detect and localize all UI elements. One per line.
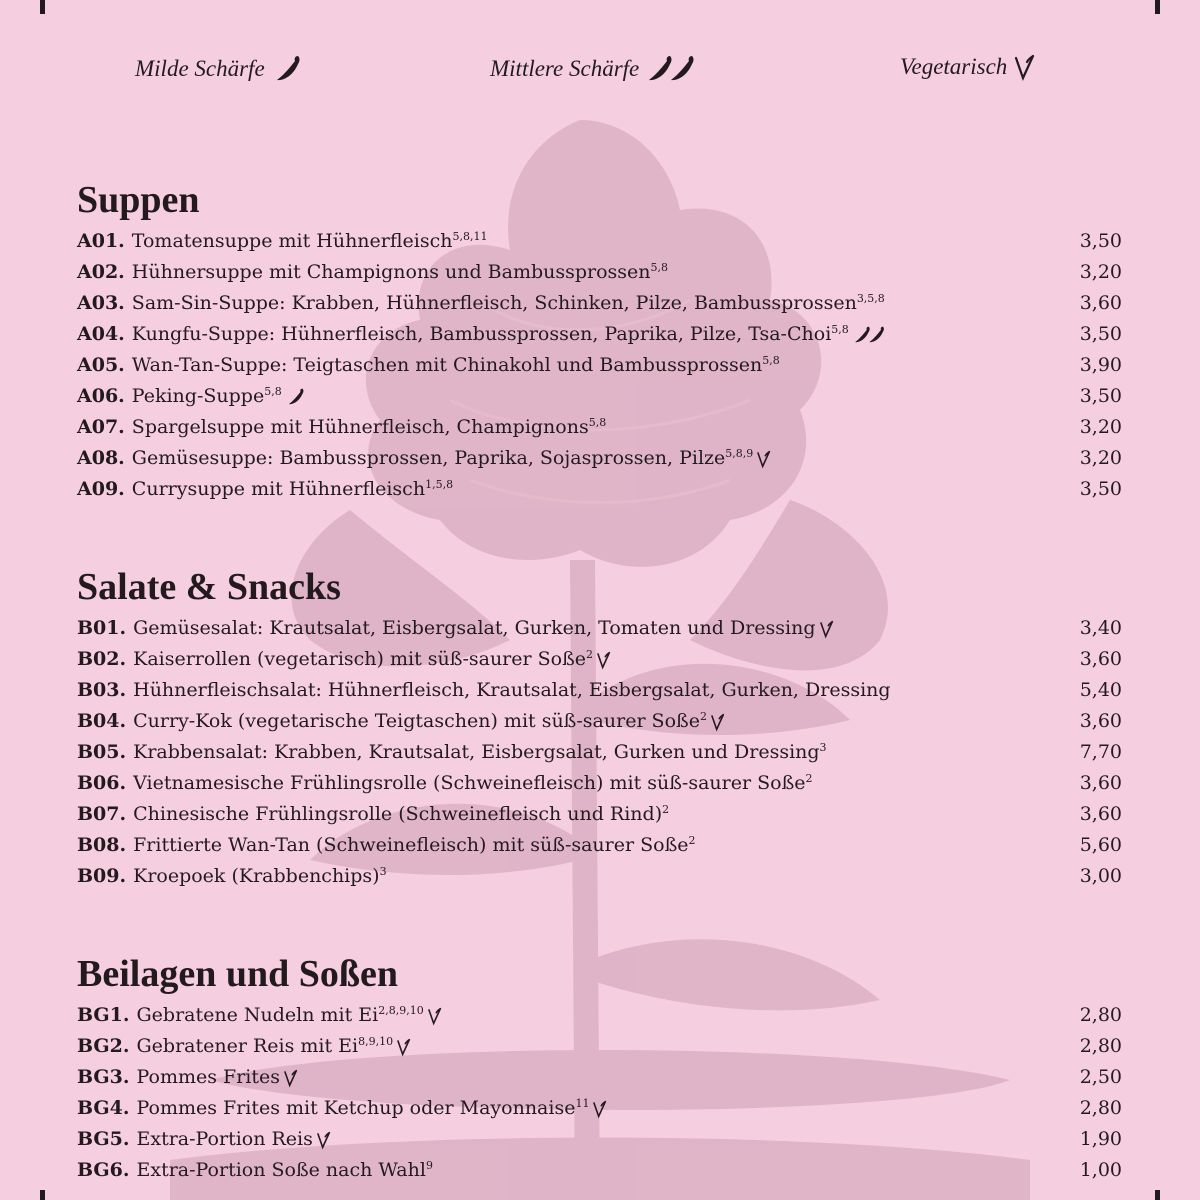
item-name: Kungfu-Suppe: Hühnerfleisch, Bambussprossen, Paprika, Pilze, Tsa-Choi xyxy=(131,323,832,345)
item-name: Tomatensuppe mit Hühnerfleisch xyxy=(131,230,453,252)
item-price: 2,50 xyxy=(1079,1066,1122,1088)
vegetarian-v-icon xyxy=(427,1006,443,1026)
corner-mark-top-left xyxy=(40,0,45,14)
item-price: 3,90 xyxy=(1079,354,1122,376)
legend-vegetarian-label: Vegetarisch xyxy=(900,54,1008,79)
item-name: Extra-Portion Reis xyxy=(136,1128,313,1150)
item-name: Gebratener Reis mit Ei xyxy=(136,1035,359,1057)
item-code: B04. xyxy=(77,710,127,732)
double-chili-icon xyxy=(852,324,888,346)
menu-item-row xyxy=(77,1124,1122,1155)
vegetarian-v-icon xyxy=(819,619,835,639)
item-price: 3,60 xyxy=(1079,648,1122,670)
legend-mild-label: Milde Schärfe xyxy=(135,56,265,81)
item-price: 3,00 xyxy=(1079,865,1122,887)
item-name: Gebratene Nudeln mit Ei xyxy=(136,1004,379,1026)
legend-vegetarian xyxy=(900,52,1037,82)
menu-item-row xyxy=(77,381,1122,412)
vegetarian-v-icon xyxy=(1013,52,1037,82)
legend-medium xyxy=(490,52,699,86)
item-code: A09. xyxy=(77,478,125,500)
menu-item-row xyxy=(77,830,1122,861)
item-additive-notes: 5,8 xyxy=(588,416,607,429)
vegetarian-v-icon xyxy=(596,650,612,670)
item-code: A06. xyxy=(77,385,125,407)
item-code: B03. xyxy=(77,679,127,701)
menu-item-list xyxy=(77,1000,1122,1186)
item-name: Extra-Portion Soße nach Wahl xyxy=(136,1159,426,1181)
item-code: B07. xyxy=(77,803,127,825)
item-code: A08. xyxy=(77,447,125,469)
menu-item-row xyxy=(77,737,1122,768)
item-name: Krabbensalat: Krabben, Krautsalat, Eisbergsalat, Gurken und Dressing xyxy=(133,741,820,763)
item-price: 1,00 xyxy=(1079,1159,1122,1181)
double-chili-icon xyxy=(645,52,699,86)
item-code: B05. xyxy=(77,741,127,763)
menu-item-row xyxy=(77,861,1122,892)
menu-item-row xyxy=(77,644,1122,675)
item-additive-notes: 5,8 xyxy=(264,385,282,398)
menu-item-row xyxy=(77,350,1122,381)
item-code: BG5. xyxy=(77,1128,130,1150)
menu-item-row xyxy=(77,1155,1122,1186)
item-code: A01. xyxy=(77,230,125,252)
section-beilagen-sossen xyxy=(77,948,1122,1186)
menu-item-row xyxy=(77,1093,1122,1124)
item-name: Frittierte Wan-Tan (Schweinefleisch) mit süß-saurer Soße xyxy=(133,834,689,856)
item-additive-notes: 2,8,9,10 xyxy=(378,1004,424,1017)
item-name: Peking-Suppe xyxy=(131,385,265,407)
section-title: Suppen xyxy=(77,179,200,221)
item-code: BG1. xyxy=(77,1004,130,1026)
vegetarian-v-icon xyxy=(396,1037,412,1057)
item-price: 3,20 xyxy=(1079,447,1122,469)
item-code: BG3. xyxy=(77,1066,130,1088)
item-price: 3,50 xyxy=(1079,230,1122,252)
legend-medium-label: Mittlere Schärfe xyxy=(490,56,640,81)
menu-item-row xyxy=(77,319,1122,350)
item-additive-notes: 5,8 xyxy=(650,261,669,274)
legend-mild xyxy=(135,52,305,86)
item-additive-notes: 11 xyxy=(575,1097,590,1110)
item-price: 3,50 xyxy=(1079,478,1122,500)
item-additive-notes: 2 xyxy=(699,710,707,723)
item-name: Kroepoek (Krabbenchips) xyxy=(133,865,380,887)
vegetarian-v-icon xyxy=(316,1130,332,1150)
item-price: 7,70 xyxy=(1079,741,1122,763)
menu-item-row xyxy=(77,1031,1122,1062)
item-price: 3,60 xyxy=(1079,292,1122,314)
item-price: 3,60 xyxy=(1079,710,1122,732)
item-code: BG2. xyxy=(77,1035,130,1057)
menu-item-row xyxy=(77,706,1122,737)
item-price: 3,40 xyxy=(1079,617,1122,639)
corner-mark-bottom-left xyxy=(40,1190,45,1200)
item-name: Chinesische Frühlingsrolle (Schweinefleisch und Rind) xyxy=(133,803,663,825)
item-price: 3,60 xyxy=(1079,803,1122,825)
vegetarian-v-icon xyxy=(283,1068,299,1088)
corner-mark-top-right xyxy=(1155,0,1160,14)
menu-item-row xyxy=(77,288,1122,319)
item-name: Sam-Sin-Suppe: Krabben, Hühnerfleisch, Schinken, Pilze, Bambussprossen xyxy=(131,292,857,314)
item-additive-notes: 5,8 xyxy=(831,323,849,336)
item-price: 1,90 xyxy=(1079,1128,1122,1150)
item-name: Hühnerfleischsalat: Hühnerfleisch, Krautsalat, Eisbergsalat, Gurken, Dressing xyxy=(133,679,891,701)
item-additive-notes: 9 xyxy=(425,1159,433,1172)
item-code: B02. xyxy=(77,648,127,670)
item-additive-notes: 3 xyxy=(819,741,827,754)
item-additive-notes: 2 xyxy=(586,648,594,661)
menu-item-list xyxy=(77,226,1122,505)
item-name: Hühnersuppe mit Champignons und Bambussprossen xyxy=(131,261,651,283)
item-code: BG4. xyxy=(77,1097,130,1119)
item-additive-notes: 2 xyxy=(662,803,670,816)
item-name: Currysuppe mit Hühnerfleisch xyxy=(131,478,426,500)
item-code: BG6. xyxy=(77,1159,130,1181)
menu-item-row xyxy=(77,474,1122,505)
item-code: B01. xyxy=(77,617,127,639)
item-additive-notes: 2 xyxy=(805,772,813,785)
item-additive-notes: 5,8 xyxy=(762,354,780,367)
item-additive-notes: 2 xyxy=(688,834,696,847)
item-name: Gemüsesalat: Krautsalat, Eisbergsalat, Gurken, Tomaten und Dressing xyxy=(133,617,816,639)
item-price: 5,60 xyxy=(1079,834,1122,856)
menu-item-row xyxy=(77,613,1122,644)
item-additive-notes: 5,8,11 xyxy=(452,230,488,243)
section-salate-snacks xyxy=(77,561,1122,892)
item-name: Kaiserrollen (vegetarisch) mit süß-saurer Soße xyxy=(133,648,587,670)
item-price: 3,50 xyxy=(1079,385,1122,407)
item-price: 2,80 xyxy=(1079,1004,1122,1026)
item-price: 2,80 xyxy=(1079,1035,1122,1057)
chili-icon xyxy=(271,52,305,86)
menu-item-row xyxy=(77,1062,1122,1093)
menu-item-row xyxy=(77,768,1122,799)
item-additive-notes: 3 xyxy=(379,865,387,878)
item-code: B06. xyxy=(77,772,127,794)
item-name: Curry-Kok (vegetarische Teigtaschen) mit süß-saurer Soße xyxy=(133,710,700,732)
item-name: Pommes Frites mit Ketchup oder Mayonnaise xyxy=(136,1097,576,1119)
menu-item-row xyxy=(77,226,1122,257)
section-suppen xyxy=(77,174,1122,505)
menu-item-row xyxy=(77,1000,1122,1031)
item-additive-notes: 1,5,8 xyxy=(425,478,454,491)
spice-legend xyxy=(0,52,1200,102)
menu-item-row xyxy=(77,412,1122,443)
item-price: 3,50 xyxy=(1079,323,1122,345)
item-name: Vietnamesische Frühlingsrolle (Schweinefleisch) mit süß-saurer Soße xyxy=(133,772,806,794)
vegetarian-v-icon xyxy=(592,1099,608,1119)
item-code: A02. xyxy=(77,261,125,283)
vegetarian-v-icon xyxy=(756,449,772,469)
menu-item-row xyxy=(77,799,1122,830)
item-name: Spargelsuppe mit Hühnerfleisch, Champignons xyxy=(131,416,589,438)
item-price: 2,80 xyxy=(1079,1097,1122,1119)
vegetarian-v-icon xyxy=(710,712,726,732)
item-name: Gemüsesuppe: Bambussprossen, Paprika, Sojasprossen, Pilze xyxy=(131,447,726,469)
item-price: 3,20 xyxy=(1079,261,1122,283)
corner-mark-bottom-right xyxy=(1155,1190,1160,1200)
menu-item-list xyxy=(77,613,1122,892)
item-code: B08. xyxy=(77,834,127,856)
item-price: 3,60 xyxy=(1079,772,1122,794)
item-price: 3,20 xyxy=(1079,416,1122,438)
menu-item-row xyxy=(77,443,1122,474)
item-additive-notes: 5,8,9 xyxy=(725,447,754,460)
item-code: A05. xyxy=(77,354,125,376)
menu-item-row xyxy=(77,257,1122,288)
item-name: Wan-Tan-Suppe: Teigtaschen mit Chinakohl und Bambussprossen xyxy=(131,354,763,376)
chili-icon xyxy=(285,386,307,408)
item-code: A07. xyxy=(77,416,125,438)
section-title: Beilagen und Soßen xyxy=(77,953,398,995)
item-code: A04. xyxy=(77,323,125,345)
item-price: 5,40 xyxy=(1079,679,1122,701)
section-title: Salate & Snacks xyxy=(77,566,341,608)
item-code: A03. xyxy=(77,292,125,314)
item-additive-notes: 3,5,8 xyxy=(856,292,885,305)
item-additive-notes: 8,9,10 xyxy=(358,1035,394,1048)
item-code: B09. xyxy=(77,865,127,887)
menu-item-row xyxy=(77,675,1122,706)
item-name: Pommes Frites xyxy=(136,1066,280,1088)
